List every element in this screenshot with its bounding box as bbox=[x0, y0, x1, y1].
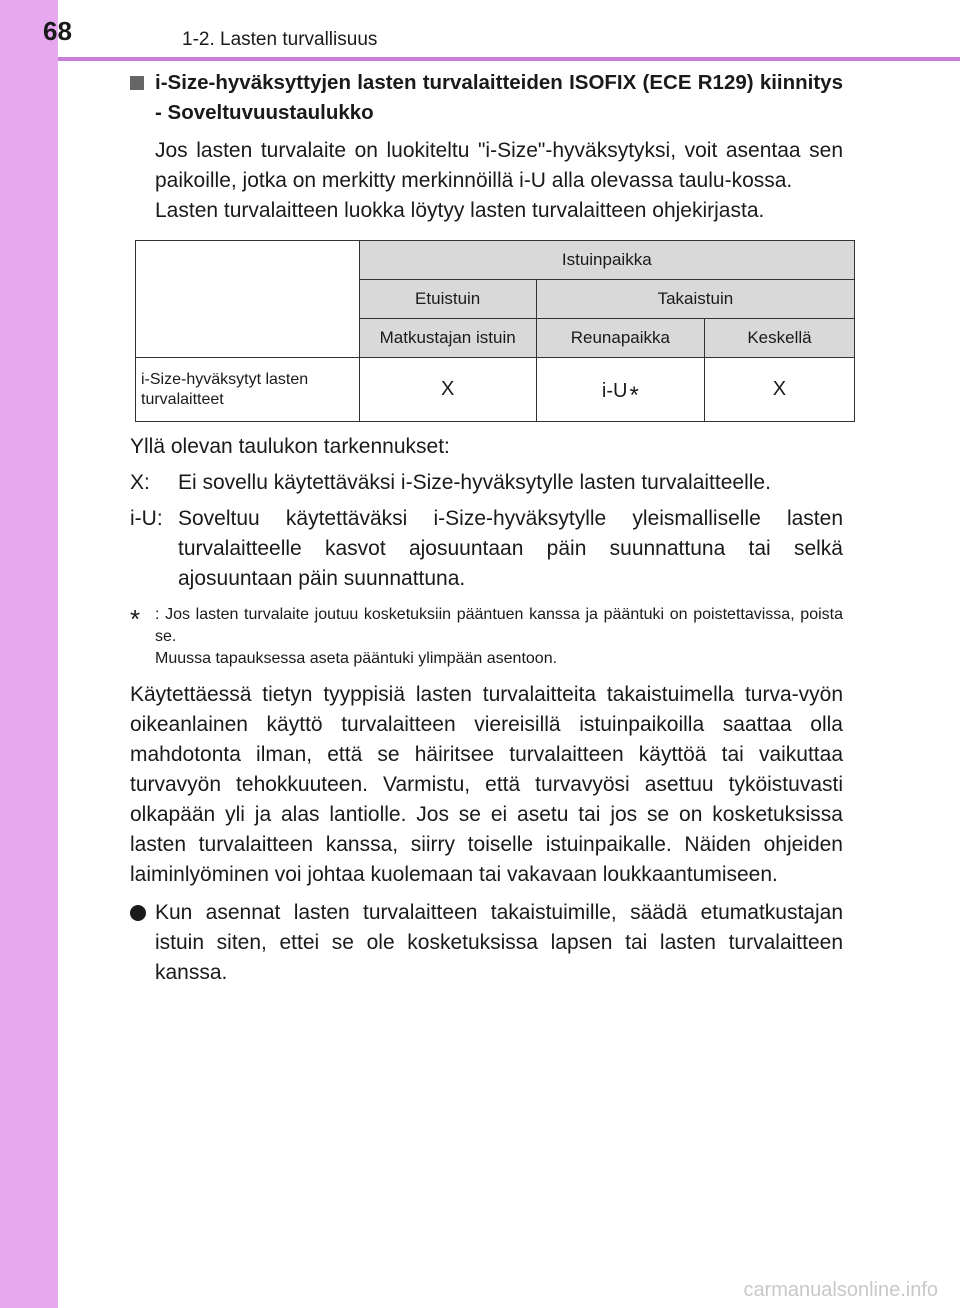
table-cell-outboard-value: i-U bbox=[601, 379, 628, 402]
definition-desc: Ei sovellu käytettäväksi i-Size-hyväksytylle lasten turvalaitteelle. bbox=[178, 471, 771, 494]
page-number: 68 bbox=[43, 16, 72, 46]
footnote-mark: * bbox=[130, 604, 141, 634]
table-header-seating: Istuinpaikka bbox=[359, 241, 854, 280]
table-header-center: Keskellä bbox=[704, 319, 854, 358]
section-heading bbox=[130, 68, 843, 128]
definition-term: i-U: bbox=[130, 507, 163, 530]
definition-x bbox=[130, 468, 843, 498]
section-heading-text: i-Size-hyväksyttyjen lasten turvalaitteiden ISOFIX (ECE R129) kiinnitys - Soveltuvuustaulukko bbox=[155, 71, 843, 124]
table-cell-outboard bbox=[536, 358, 704, 422]
table-header-outboard: Reunapaikka bbox=[536, 319, 704, 358]
bullet-item bbox=[130, 898, 843, 988]
table-cell-passenger: X bbox=[359, 358, 536, 422]
notes-title: Yllä olevan taulukon tarkennukset: bbox=[130, 435, 450, 458]
intro-block bbox=[130, 136, 843, 226]
square-bullet-icon bbox=[130, 76, 144, 90]
definition-term: X: bbox=[130, 471, 150, 494]
header-divider bbox=[58, 57, 960, 61]
table-header-passenger: Matkustajan istuin bbox=[359, 319, 536, 358]
suitability-table bbox=[135, 240, 855, 422]
bullet-text: Kun asennat lasten turvalaitteen takaistuimille, säädä etumatkustajan istuin siten, ettei se ole kosketuksissa lapsen tai lasten turvalaitteen kanssa. bbox=[155, 901, 843, 984]
table-header-front: Etuistuin bbox=[359, 280, 536, 319]
table-header-rear: Takaistuin bbox=[536, 280, 854, 319]
footnote-asterisk: * bbox=[629, 381, 639, 409]
intro-paragraph-2: Lasten turvalaitteen luokka löytyy lasten turvalaitteen ohjekirjasta. bbox=[155, 199, 765, 222]
page-content bbox=[130, 68, 843, 988]
table-row-label: i-Size-hyväksytyt lasten turvalaitteet bbox=[136, 358, 360, 422]
bullet-dot-icon bbox=[130, 905, 146, 921]
section-title: 1-2. Lasten turvallisuus bbox=[182, 29, 378, 50]
watermark: carmanualsonline.info bbox=[743, 1279, 938, 1301]
table-cell-center: X bbox=[704, 358, 854, 422]
intro-paragraph: Jos lasten turvalaite on luokiteltu "i-Size"-hyväksytyksi, voit asentaa sen paikoille, jotka on merkitty merkinnöillä i-U alla olevassa taulu-kossa. bbox=[155, 139, 843, 192]
footnote-line-1: : Jos lasten turvalaite joutuu kosketuksiin pääntuen kanssa ja pääntuki on poistettavissa, poista se. bbox=[155, 606, 843, 645]
footnote bbox=[130, 604, 843, 670]
definition-desc: Soveltuu käytettäväksi i-Size-hyväksytylle yleismalliselle lasten turvalaitteelle kasvot ajosuuntaan päin suunnattuna tai selkä ajosuuntaan päin suunnattuna. bbox=[178, 507, 843, 590]
warning-paragraph: Käytettäessä tietyn tyyppisiä lasten turvalaitteita takaistuimella turva-vyön oikeanlainen käyttö turvalaitteen viereisillä istuinpaikoilla saattaa olla mahdotonta ilman, että se häiritsee turvalaitteen käyttöä tai vaikuttaa turvavyön tehokkuuteen. Varmistu, että turvavyösi asettuu tyköistuvasti olkapään yli ja alas lantiolle. Jos se ei asetu tai jos se on kosketuksissa lasten turvalaitteen kanssa, siirry toiselle istuinpaikalle. Näiden ohjeiden laiminlyöminen voi johtaa kuolemaan tai vakavaan loukkaantumiseen. bbox=[130, 683, 843, 886]
side-band bbox=[0, 0, 58, 1308]
footnote-line-2: Muussa tapauksessa aseta pääntuki ylimpään asentoon. bbox=[155, 650, 558, 667]
table-corner-cell bbox=[136, 241, 360, 358]
footnote-text bbox=[155, 604, 843, 670]
definition-iu bbox=[130, 504, 843, 594]
